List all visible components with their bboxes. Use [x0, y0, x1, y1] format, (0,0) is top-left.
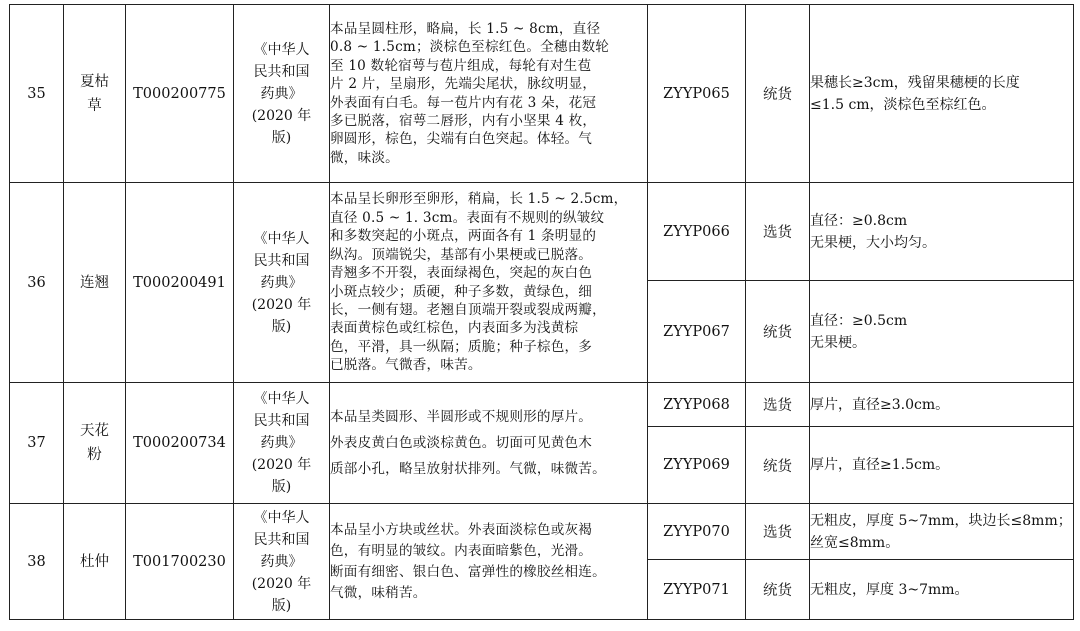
spec-code: ZYYP067 [648, 281, 746, 383]
spec-type: 选货 [746, 183, 810, 281]
standard-reference: 《中华人 民共和国 药典》 (2020 年 版) [234, 504, 330, 620]
product-code: T001700230 [126, 504, 234, 620]
description: 本品呈小方块或丝状。外表面淡棕色或灰褐 色，有明显的皱纹。内表面暗紫色，光滑。 断面有细密、银白色、富弹性的橡胶丝相连。 气微，味稍苦。 [330, 504, 648, 620]
spec-code: ZYYP070 [648, 504, 746, 560]
item-number: 38 [10, 504, 64, 620]
standard-reference: 《中华人 民共和国 药典》 (2020 年 版) [234, 5, 330, 183]
spec-type: 选货 [746, 504, 810, 560]
grade-criteria: 直径：≥0.5cm 无果梗。 [810, 281, 1074, 383]
grade-criteria: 无粗皮，厚度 5~7mm，块边长≤8mm； 丝宽≤8mm。 [810, 504, 1074, 560]
table-row [10, 504, 1074, 560]
grade-criteria: 无粗皮，厚度 3~7mm。 [810, 560, 1074, 620]
grade-criteria: 果穗长≥3cm，残留果穗梗的长度 ≤1.5 cm，淡棕色至棕红色。 [810, 5, 1074, 183]
description: 本品呈类圆形、半圆形或不规则形的厚片。 外表皮黄白色或淡棕黄色。切面可见黄色木 质部小孔，略呈放射状排列。气微，味微苦。 [330, 383, 648, 504]
grade-criteria: 厚片，直径≥1.5cm。 [810, 427, 1074, 504]
table-row [10, 5, 1074, 183]
standard-reference: 《中华人 民共和国 药典》 (2020 年 版) [234, 383, 330, 504]
spec-code: ZYYP068 [648, 383, 746, 427]
item-number: 35 [10, 5, 64, 183]
herb-name: 夏枯 草 [64, 5, 126, 183]
grade-criteria: 直径：≥0.8cm 无果梗，大小均匀。 [810, 183, 1074, 281]
herb-name: 杜仲 [64, 504, 126, 620]
description: 本品呈长卵形至卵形，稍扁，长 1.5 ~ 2.5cm， 直径 0.5 ~ 1. 3cm。表面有不规则的纵皱纹 和多数突起的小斑点，两面各有 1 条明显的 纵沟。顶端锐尖，基部有小果梗或已脱落。 青翘多不开裂，表面绿褐色，突起的灰白色 小斑点较少；质硬，种子多数，黄绿色，细 长，一侧有翅。老翘自顶端开裂或裂成两瓣， 表面黄棕色或红棕色，内表面多为浅黄棕 色，平滑，具一纵隔；质脆；种子棕色，多 已脱落。气微香，味苦。 [330, 183, 648, 383]
spec-code: ZYYP066 [648, 183, 746, 281]
product-code: T000200491 [126, 183, 234, 383]
spec-code: ZYYP071 [648, 560, 746, 620]
product-code: T000200734 [126, 383, 234, 504]
table-row [10, 183, 1074, 281]
spec-code: ZYYP065 [648, 5, 746, 183]
spec-type: 统货 [746, 427, 810, 504]
spec-type: 统货 [746, 560, 810, 620]
product-code: T000200775 [126, 5, 234, 183]
item-number: 37 [10, 383, 64, 504]
table-row [10, 383, 1074, 427]
item-number: 36 [10, 183, 64, 383]
spec-code: ZYYP069 [648, 427, 746, 504]
description: 本品呈圆柱形，略扁，长 1.5 ~ 8cm，直径 0.8 ~ 1.5cm；淡棕色至棕红色。全穗由数轮 至 10 数轮宿萼与苞片组成，每轮有对生苞 片 2 片，呈扇形，先端尖尾状，脉纹明显， 外表面有白毛。每一苞片内有花 3 朵，花冠 多已脱落，宿萼二唇形，内有小坚果 4 枚， 卵圆形，棕色，尖端有白色突起。体轻。气 微，味淡。 [330, 5, 648, 183]
spec-type: 统货 [746, 281, 810, 383]
standard-reference: 《中华人 民共和国 药典》 (2020 年 版) [234, 183, 330, 383]
grade-criteria: 厚片，直径≥3.0cm。 [810, 383, 1074, 427]
spec-type: 统货 [746, 5, 810, 183]
spec-type: 选货 [746, 383, 810, 427]
herb-name: 天花 粉 [64, 383, 126, 504]
herb-name: 连翘 [64, 183, 126, 383]
spec-table [9, 4, 1074, 620]
